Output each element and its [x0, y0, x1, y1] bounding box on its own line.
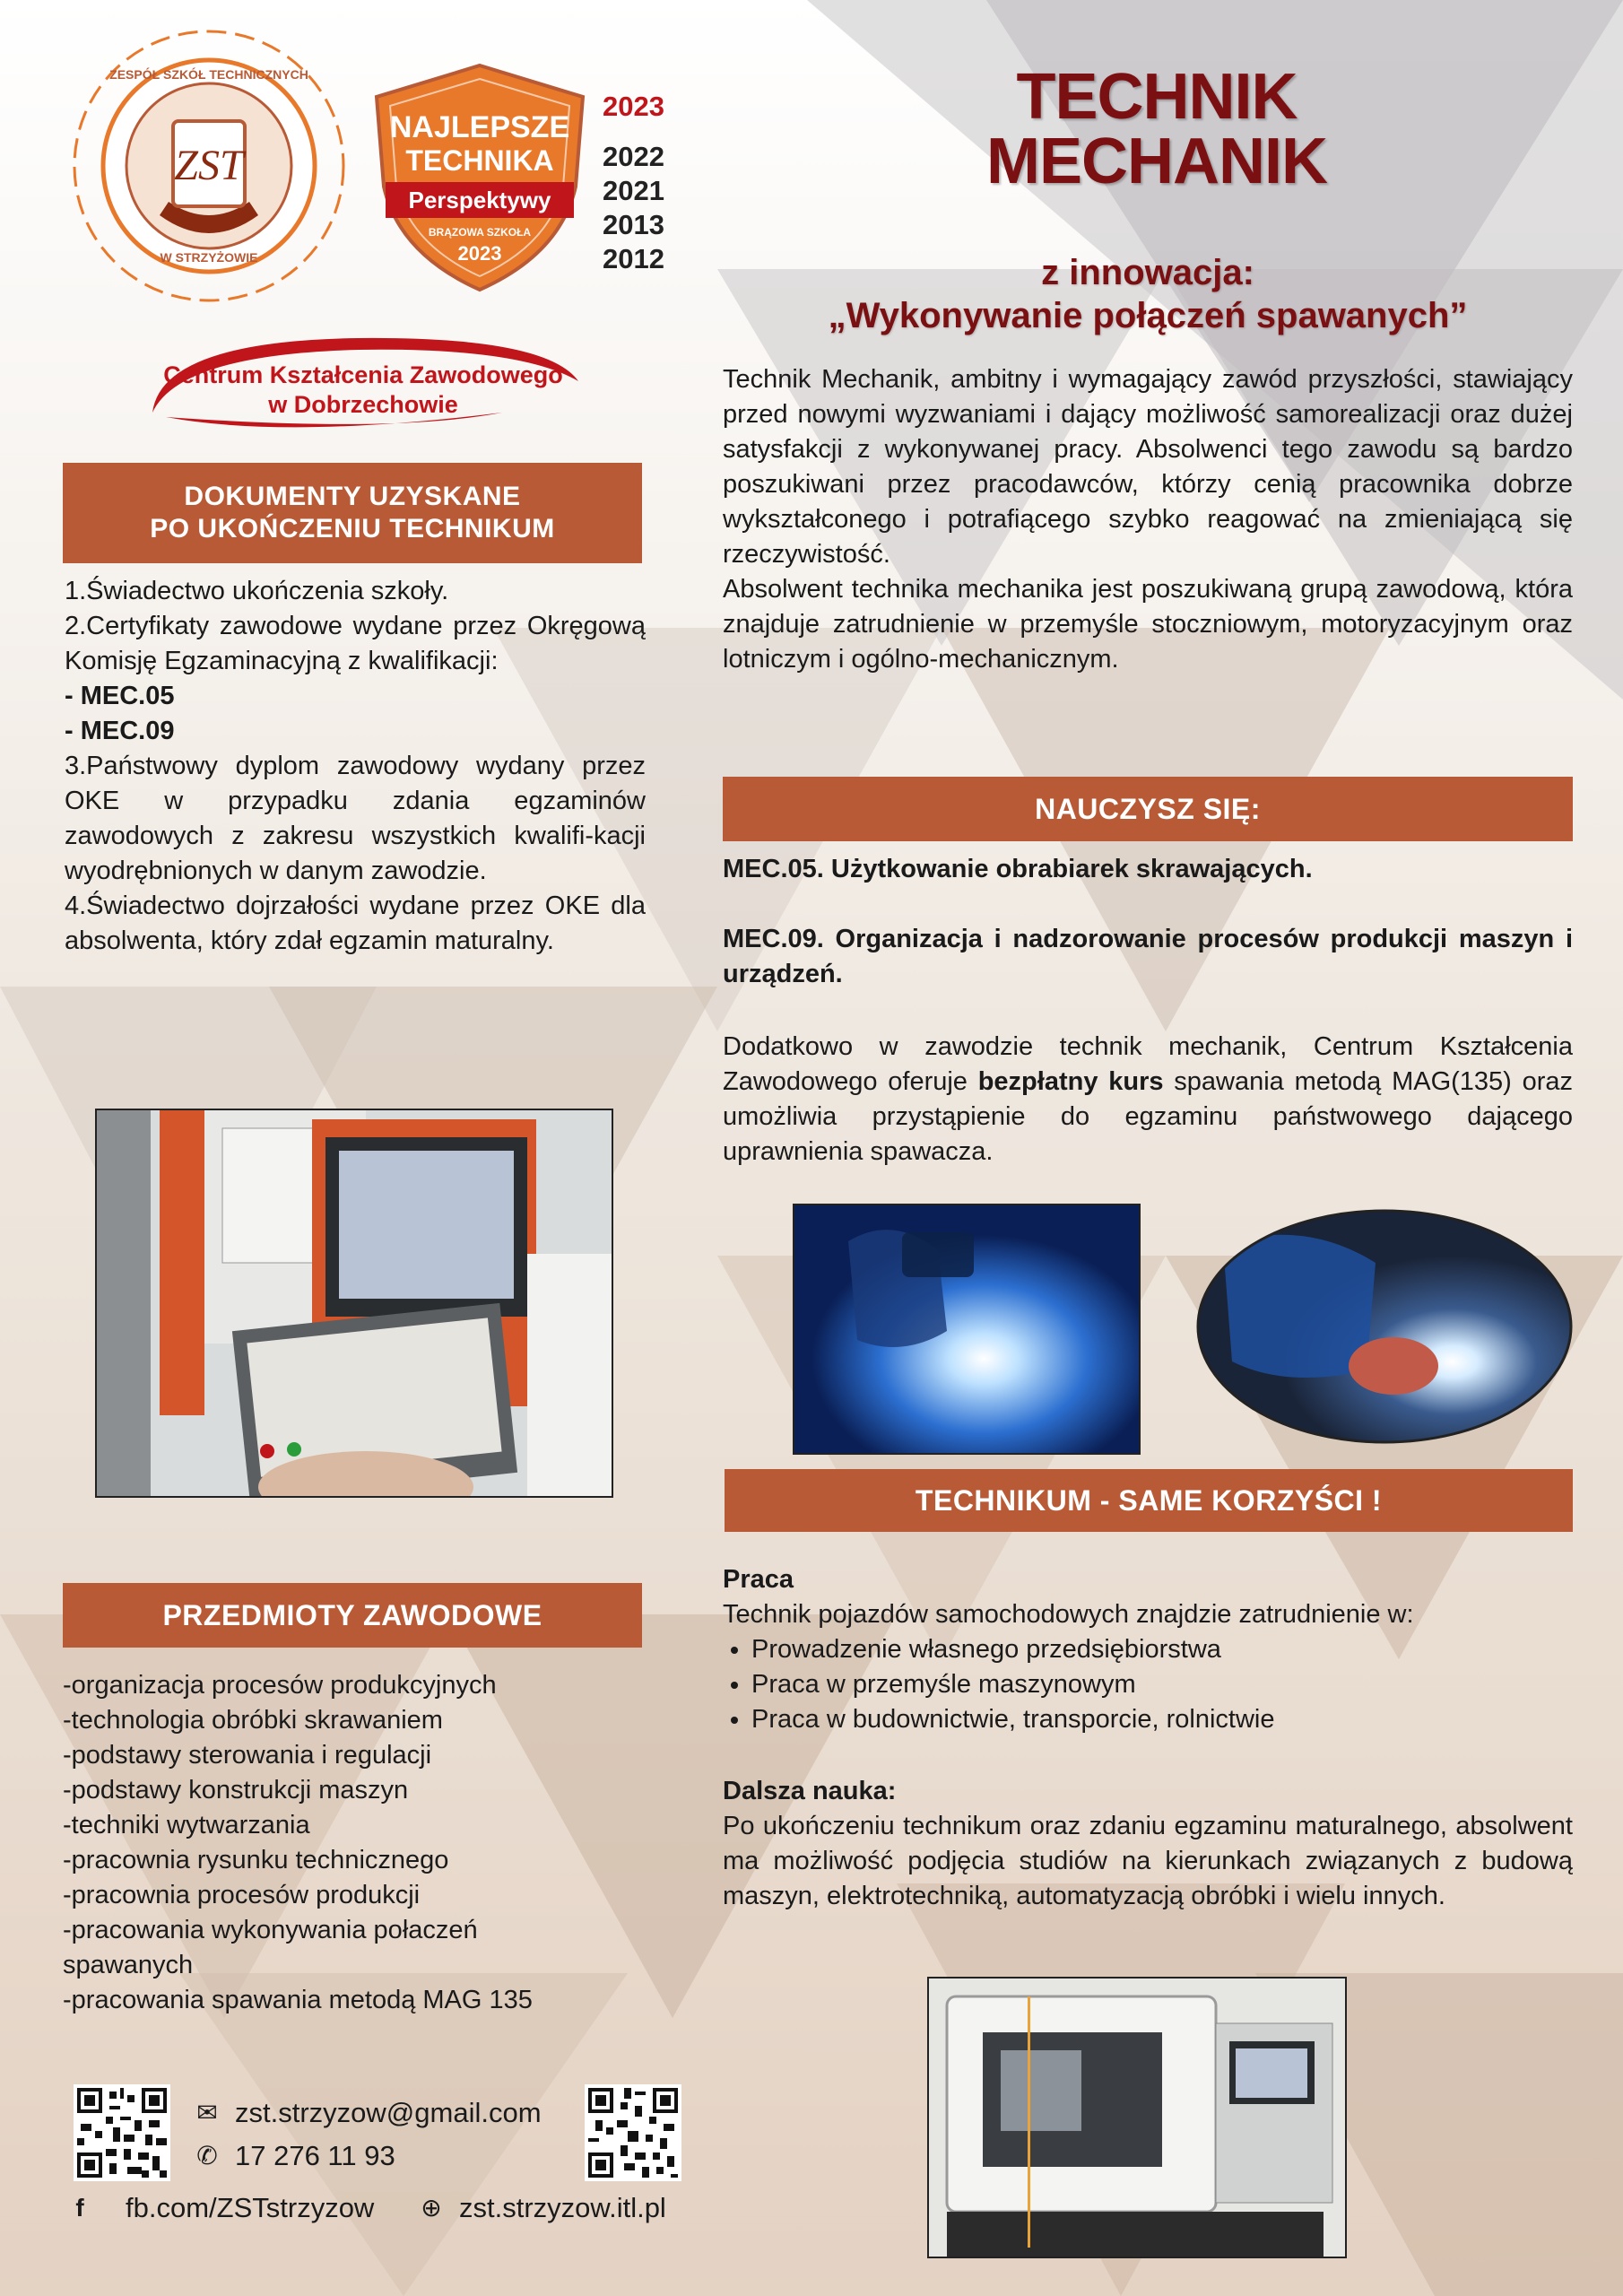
facebook-icon: f [75, 2194, 84, 2222]
phone-contact[interactable] [192, 2140, 395, 2172]
document-item: 3.Państwowy dyplom zawodowy wydany przez OKE w przypadku zdania egzaminów zawodowych z zakresu wszystkich kwalifi-kacji wyodrębnionych w danym zawodzie. [65, 752, 646, 885]
email-address[interactable]: zst.strzyzow@gmail.com [235, 2097, 542, 2128]
year-item: 2013 [603, 209, 664, 240]
title-line1: TECHNIK [1016, 61, 1298, 133]
title-line2: MECHANIK [986, 126, 1327, 197]
intro-paragraph: Technik Mechanik, ambitny i wymagający zawód przyszłości, stawiający przed nowymi wyzwaniami i dający możliwość samorealizacji oraz dużej satysfakcji z wykonywanej pracy. Absolwenci tego zawodu są bardzo poszukiwani przez pracodawców, którzy cenią pracownika dobrze wykształconego i potrafiącego szybko reagować na zmieniającą się rzeczywistość. [723, 365, 1573, 569]
subjects-list [63, 1668, 646, 2018]
phone-icon: ✆ [196, 2142, 218, 2170]
learn-header-label: NAUCZYSZ SIĘ: [1035, 792, 1261, 825]
subjects-header [63, 1583, 642, 1648]
envelope-icon: ✉ [196, 2099, 218, 2126]
subjects-header-label: PRZEDMIOTY ZAWODOWE [162, 1598, 542, 1631]
learn-extra-text: Dodatkowo w zawodzie technik mechanik, Centrum Kształcenia Zawodowego oferuje [723, 1032, 1573, 1096]
svg-text:ZESPÓŁ SZKÓŁ TECHNICZNYCH: ZESPÓŁ SZKÓŁ TECHNICZNYCH [109, 67, 308, 82]
facebook-contact[interactable] [65, 2192, 374, 2224]
subject-item: -techniki wytwarzania [63, 1811, 310, 1839]
phone-number[interactable]: 17 276 11 93 [235, 2140, 395, 2171]
work-title: Praca [723, 1565, 794, 1594]
award-years [603, 90, 664, 276]
subtitle-line2: „Wykonywanie połączeń spawanych” [828, 296, 1468, 335]
svg-text:2023: 2023 [457, 242, 502, 265]
subtitle-line1: z innowacja: [1041, 253, 1254, 292]
cnc-lathe-photo [927, 1977, 1347, 2258]
qualification-item: - MEC.05 [65, 682, 175, 710]
learn-mec09: MEC.09. Organizacja i nadzorowanie procesów produkcji maszyn i urządzeń. [723, 925, 1573, 988]
learn-extra [723, 1030, 1573, 1170]
svg-text:TECHNIKA: TECHNIKA [405, 144, 554, 177]
documents-list [65, 574, 646, 959]
svg-text:Centrum Kształcenia Zawodowego: Centrum Kształcenia Zawodowego [163, 361, 563, 388]
learn-extra-text: spawania metodą MAG(135) oraz umożliwia przystąpienie do egzaminu państwowego dającego uprawnienia spawacza. [723, 1067, 1574, 1166]
benefits-work [723, 1562, 1573, 1632]
work-list [725, 1632, 1576, 1737]
intro-paragraph: Absolwent technika mechanika jest poszukiwaną grupą zawodową, która znajduje zatrudnienie w przemyśle stoczniowym, motoryzacyjnym oraz lotniczym i ogólno-mechanicznym. [723, 575, 1573, 674]
work-item: • Praca w budownictwie, transporcie, rolnictwie [751, 1702, 1576, 1737]
document-item: 1.Świadectwo ukończenia szkoły. [65, 577, 449, 605]
facebook-link[interactable]: fb.com/ZSTstrzyzow [126, 2192, 375, 2223]
year-item: 2022 [603, 141, 664, 172]
benefits-header-label: TECHNIKUM - SAME KORZYŚCI ! [915, 1483, 1383, 1517]
subject-item: -pracowania wykonywania połaczeń spawanych [63, 1916, 478, 1979]
work-item: • Praca w przemyśle maszynowym [751, 1667, 1576, 1702]
svg-text:BRĄZOWA SZKOŁA: BRĄZOWA SZKOŁA [428, 226, 532, 239]
documents-header-line1: DOKUMENTY UZYSKANE [184, 482, 521, 511]
welding-photo [793, 1204, 1141, 1455]
website-contact[interactable] [416, 2192, 666, 2224]
cnc-control-panel-photo [95, 1109, 613, 1498]
svg-text:ZST: ZST [174, 142, 244, 189]
year-item: 2012 [603, 243, 664, 274]
svg-text:w Dobrzechowie: w Dobrzechowie [268, 391, 458, 418]
subject-item: -pracownia rysunku technicznego [63, 1846, 449, 1874]
work-intro: Technik pojazdów samochodowych znajdzie zatrudnienie w: [723, 1600, 1414, 1629]
page-title [762, 61, 1551, 197]
year-item: 2023 [603, 91, 664, 122]
learn-header [723, 777, 1573, 841]
svg-text:Perspektywy: Perspektywy [408, 187, 551, 213]
innovation-subtitle [726, 251, 1569, 337]
subject-item: -technologia obróbki skrawaniem [63, 1706, 443, 1735]
qualification-item: - MEC.09 [65, 717, 175, 745]
benefits-header [725, 1469, 1573, 1532]
email-contact[interactable] [192, 2097, 542, 2129]
svg-text:W STRZYŻOWIE: W STRZYŻOWIE [160, 250, 258, 265]
document-item: 2.Certyfikaty zawodowe wydane przez Okręgową Komisję Egzaminacyjną z kwalifikacji: [65, 612, 646, 675]
documents-header-line2: PO UKOŃCZENIU TECHNIKUM [150, 514, 555, 544]
learn-mec05: MEC.05. Użytkowanie obrabiarek skrawających. [723, 855, 1313, 883]
subject-item: -pracownia procesów produkcji [63, 1881, 421, 1909]
free-course-label: bezpłatny kurs [977, 1067, 1164, 1096]
globe-icon: ⊕ [421, 2194, 442, 2222]
school-logo [70, 27, 348, 305]
qr-code-facebook[interactable] [74, 2084, 170, 2181]
year-item: 2021 [603, 175, 664, 206]
study-title: Dalsza nauka: [723, 1777, 897, 1805]
perspektywy-badge [368, 61, 592, 294]
benefits-study [723, 1774, 1573, 1914]
study-text: Po ukończeniu technikum oraz zdaniu egzaminu maturalnego, absolwent ma możliwość podjęcia studiów na kierunkach związanych z budową maszyn, elektrotechniką, automatyzacją obróbki i wielu innych. [723, 1812, 1573, 1910]
subject-item: -podstawy konstrukcji maszyn [63, 1776, 409, 1805]
documents-header [63, 463, 642, 563]
intro-text [723, 362, 1573, 677]
work-item: • Prowadzenie własnego przedsiębiorstwa [751, 1632, 1576, 1667]
document-item: 4.Świadectwo dojrzałości wydane przez OKE dla absolwenta, który zdał egzamin maturalny. [65, 891, 646, 955]
svg-text:NAJLEPSZE: NAJLEPSZE [389, 110, 570, 144]
subject-item: -organizacja procesów produkcyjnych [63, 1671, 497, 1700]
welding-oval-photo [1196, 1209, 1573, 1444]
subject-item: -pracowania spawania metodą MAG 135 [63, 1986, 533, 2014]
subject-item: -podstawy sterowania i regulacji [63, 1741, 432, 1770]
ckz-logo [126, 327, 592, 444]
qr-code-website[interactable] [585, 2084, 681, 2181]
website-link[interactable]: zst.strzyzow.itl.pl [459, 2192, 666, 2223]
